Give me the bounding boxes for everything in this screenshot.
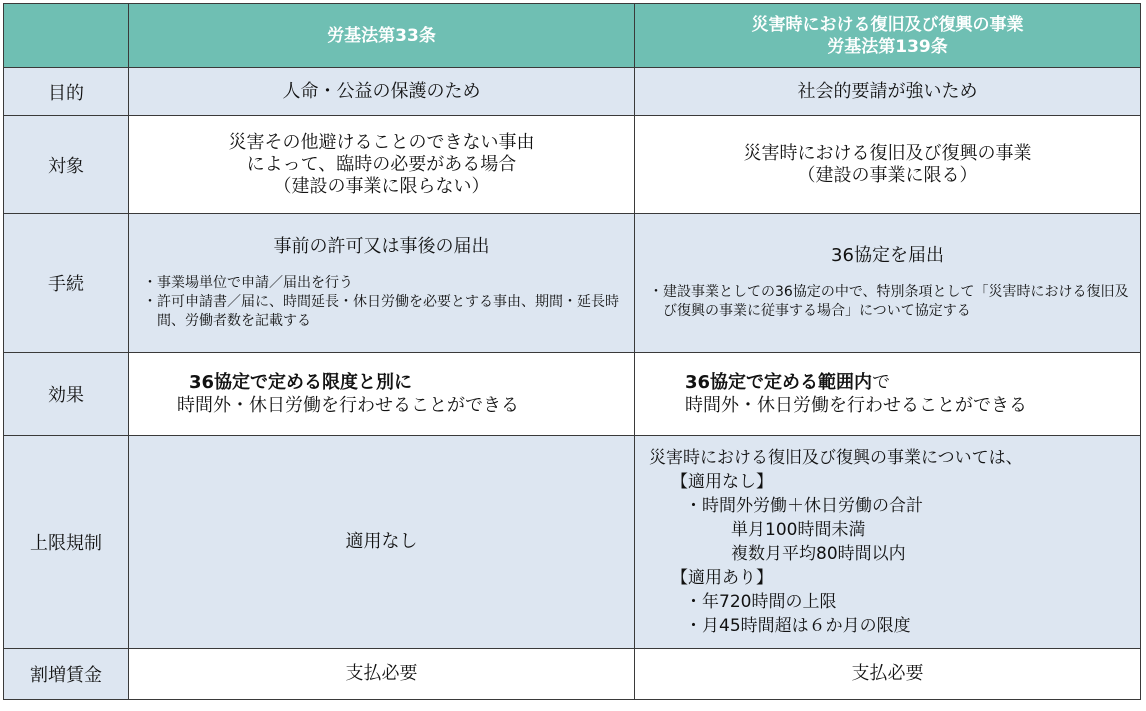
- header-col1-text: 労基法第33条: [327, 25, 436, 46]
- purpose-col2: 社会的要請が強いため: [635, 68, 1141, 116]
- row-label-procedure: 手続: [4, 214, 129, 353]
- limit-col2-na-sub2: 複数月平均80時間以内: [731, 544, 906, 564]
- procedure-col2-head: 36協定を届出: [831, 245, 944, 266]
- target-col1-line3: （建設の事業に限らない）: [273, 175, 490, 197]
- purpose-col1: 人命・公益の保護のため: [129, 68, 635, 116]
- header-col2: [635, 4, 1141, 68]
- premium-col1: 支払必要: [129, 649, 635, 700]
- procedure-col1-bullet: ・事業場単位で申請／届出を行う: [143, 274, 353, 291]
- header-col2-line1: 災害時における復旧及び復興の事業: [751, 14, 1024, 35]
- target-col2-line2: （建設の事業に限る）: [797, 164, 978, 186]
- header-col2-line2: 労基法第139条: [827, 36, 948, 57]
- header-corner-cell: [4, 4, 129, 68]
- target-col1-line2: によって、臨時の必要がある場合: [246, 153, 517, 175]
- procedure-col1: [129, 214, 635, 353]
- effect-col1-line2: 時間外・休日労働を行わせることができる: [177, 395, 519, 416]
- row-label-effect: 効果: [4, 353, 129, 436]
- row-label-premium: 割増賃金: [4, 649, 129, 700]
- procedure-col1-bullet: ・許可申請書／届に、時間延長・休日労働を必要とする事由、期間・延長時間、労働者数を記載する: [143, 293, 619, 329]
- row-label-limit: 上限規制: [4, 436, 129, 649]
- limit-col2-a-item2: ・月45時間超は６か月の限度: [685, 616, 911, 636]
- procedure-col1-bullets: [129, 274, 634, 331]
- limit-col2-na-head: 【適用なし】: [671, 472, 773, 492]
- table-row-premium: [4, 649, 1141, 700]
- target-col2-line1: 災害時における復旧及び復興の事業: [743, 142, 1032, 164]
- limit-col2-na-item: ・時間外労働＋休日労働の合計: [685, 496, 923, 516]
- limit-col2-intro: 災害時における復旧及び復興の事業については、: [649, 448, 1023, 468]
- effect-col2-line2: 時間外・休日労働を行わせることができる: [685, 395, 1027, 416]
- limit-col2: [635, 436, 1141, 649]
- procedure-col2: [635, 214, 1141, 353]
- target-col2: [635, 116, 1141, 214]
- effect-col1: [129, 353, 635, 436]
- table-row-effect: [4, 353, 1141, 436]
- table-row-limit: [4, 436, 1141, 649]
- effect-col2: [635, 353, 1141, 436]
- limit-col2-na-sub1: 単月100時間未満: [731, 520, 866, 540]
- table-row-procedure: [4, 214, 1141, 353]
- effect-col2-suffix: で: [872, 372, 891, 393]
- header-row: [4, 4, 1141, 68]
- target-col1: [129, 116, 635, 214]
- table-row-target: [4, 116, 1141, 214]
- limit-col1: 適用なし: [129, 436, 635, 649]
- limit-col2-a-item1: ・年720時間の上限: [685, 592, 837, 612]
- procedure-col1-head: 事前の許可又は事後の届出: [273, 235, 490, 257]
- effect-col2-bold: 36協定で定める範囲内: [685, 372, 873, 393]
- procedure-col2-bullet: ・建設事業としての36協定の中で、特別条項として「災害時における復旧及び復興の事業に従事する場合」について協定する: [649, 284, 1129, 319]
- effect-col2-text: [635, 371, 1140, 417]
- header-col1: [129, 4, 635, 68]
- effect-col1-bold: 36協定で定める限度と別に: [189, 372, 413, 393]
- effect-col1-text: [129, 371, 634, 417]
- target-col1-line1: 災害その他避けることのできない事由: [228, 131, 535, 153]
- row-label-purpose: 目的: [4, 68, 129, 116]
- limit-col2-a-head: 【適用あり】: [671, 568, 773, 588]
- comparison-table: [3, 3, 1141, 700]
- row-label-target: 対象: [4, 116, 129, 214]
- table-row-purpose: [4, 68, 1141, 116]
- procedure-col2-bullets: [635, 283, 1140, 321]
- limit-col2-text: [635, 446, 1140, 638]
- premium-col2: 支払必要: [635, 649, 1141, 700]
